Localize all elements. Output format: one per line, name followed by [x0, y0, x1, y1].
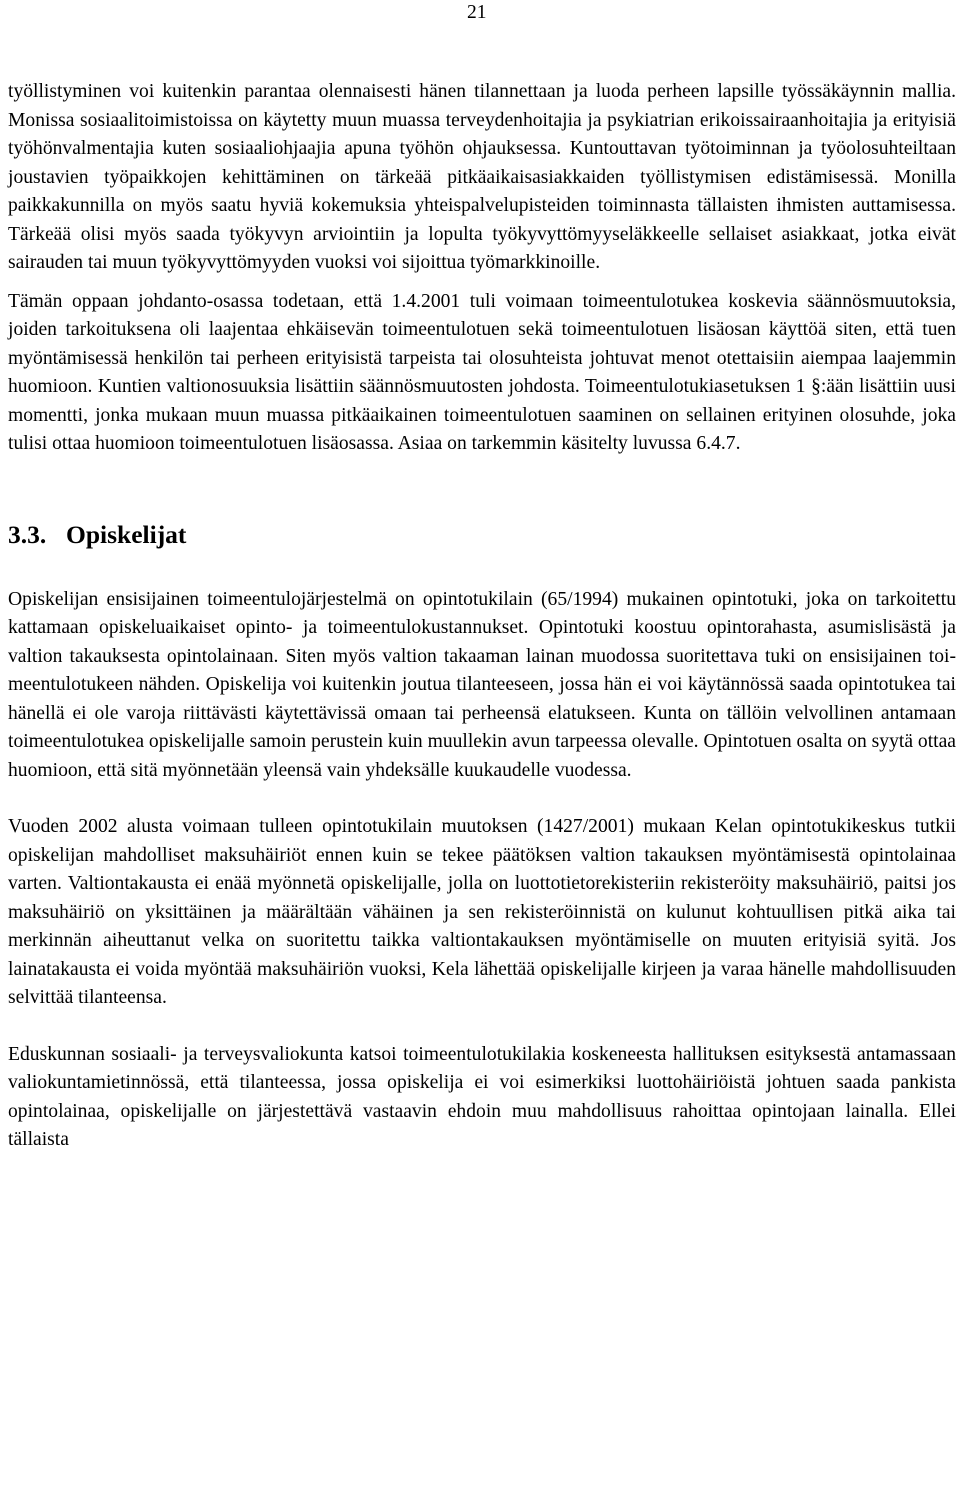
- paragraph-employment: työllistyminen voi kuitenkin parantaa olennaisesti hänen tilannettaan ja luoda perheen lapsille työssäkäynnin mallia. Monissa sosiaalitoimistoissa on käytetty muun muassa terveydenhoitajia ja psykiatrian erikoissairaanhoitajia ja erityisiä työhönvalmentajia kuten sosiaaliohjaajia apuna työhön ohjauksessa. Kuntouttavan työtoiminnan ja työolosuhteiltaan joustavien työpaikkojen kehittäminen on tärkeää pitkäaikaisasiakkaiden työllistymisen edistämisessä. Monilla paikkakunnilla on myös saatu hyviä kokemuksia yhteispalvelupisteiden toiminnasta tällaisten ihmisten auttamisessa. Tärkeää olisi myös saada työkyvyn arviointiin ja lopulta työkyvyttömyyseläkkeelle sellaiset asiakkaat, jotka eivät sairauden tai muun työkyvyttömyyden vuoksi voi sijoittua työmarkkinoille.: [8, 81, 956, 273]
- document-body: [8, 78, 956, 1155]
- paragraph-committee-report: Eduskunnan sosiaali- ja terveysvaliokunta katsoi toimeentulotukilakia koskeneesta hallituksen esityksestä antamassaan valiokuntamietinnössä, että tilanteessa, jossa opiskelija ei voi esimerkiksi luottohäiriöistä johtuen saada pankista opintolainaa, opiskelijalle on järjestettävä vastaavin ehdoin muu mahdollisuus rahoittaa opintojaan lainalla. Ellei tällaista: [8, 1043, 956, 1150]
- section-title: Opiskelijat: [66, 519, 187, 549]
- section-heading: [8, 520, 956, 550]
- paragraph-legislation-changes: Tämän oppaan johdanto-osassa todetaan, että 1.4.2001 tuli voimaan toimeentulotukea koskevia säännösmuutoksia, joiden tarkoituksena oli laajentaa ehkäisevän toimeentulotuen sekä toimeentulotuen lisäosan käyttöä siten, että tuen myöntämisessä henkilön tai perheen erityisistä tarpeista tai olosuhteista johtuvat menot otettaisiin aiempaa laajemmin huomioon. Kuntien valtionosuuksia lisättiin säännösmuutosten johdosta. Toimeentulotukiasetuksen 1 §:ään lisättiin uusi momentti, jonka mukaan muun muassa pitkäaikainen toimeentulotuen saaminen on sellainen erityinen olosuhde, joka tulisi ottaa huomioon toimeentulotuen lisäosassa. Asiaa on tarkemmin käsitelty luvussa 6.4.7.: [8, 290, 956, 454]
- section-number: 3.3.: [8, 519, 47, 549]
- paragraph-student-income: Opiskelijan ensisijainen toimeentulojärjestelmä on opintotukilain (65/1994) mukainen opintotuki, joka on tarkoitettu kattamaan opiskeluaikaiset opinto- ja toimeentulokustannukset. Opintotuki koostuu opintorahasta, asumislisästä ja valtion takauksesta opintolainaan. Siten myös valtion takaaman lainan muodossa suoritettava tuki on ensisijainen toimeentulotukeen nähden. Opiskelija voi kuitenkin joutua tilanteeseen, jossa hän ei voi käytännössä saada opintotukea tai hänellä ei ole varoja riittävästi käytettävissä omaan tai perheensä elatukseen. Kunta on tällöin velvollinen antamaan toimeentulotukea opiskelijalle samoin perustein kuin muullekin avun tarpeessa olevalle. Opintotuen osalta on syytä ottaa huomioon, että sitä myönnetään yleensä vain yhdeksälle kuukaudelle vuodessa.: [8, 588, 956, 781]
- page-number: 21: [467, 2, 487, 23]
- paragraph-loan-guarantee: Vuoden 2002 alusta voimaan tulleen opintotukilain muutoksen (1427/2001) mukaan Kelan opintotukikeskus tutkii opiskelijan mahdolliset maksuhäiriöt ennen kuin se tekee päätöksen valtion takauksen myöntämisestä opintolainaa varten. Valtiontakausta ei enää myönnetä opiskelijalle, jolla on luottotietorekisteriin rekisteröity maksuhäiriö, paitsi jos maksuhäiriö on yksittäinen ja määrältään vähäinen ja sen rekisteröinnistä on kulunut kohtuullisen pitkä aika tai merkinnän aiheuttanut velka on suoritettu taikka valtiontakauksen myöntämiselle on muuten erityisiä syitä. Jos lainatakausta ei voida myöntää maksuhäiriön vuoksi, Kela lähettää opiskelijalle kirjeen ja varaa hänelle mahdollisuuden selvittää tilanteensa.: [8, 816, 956, 1008]
